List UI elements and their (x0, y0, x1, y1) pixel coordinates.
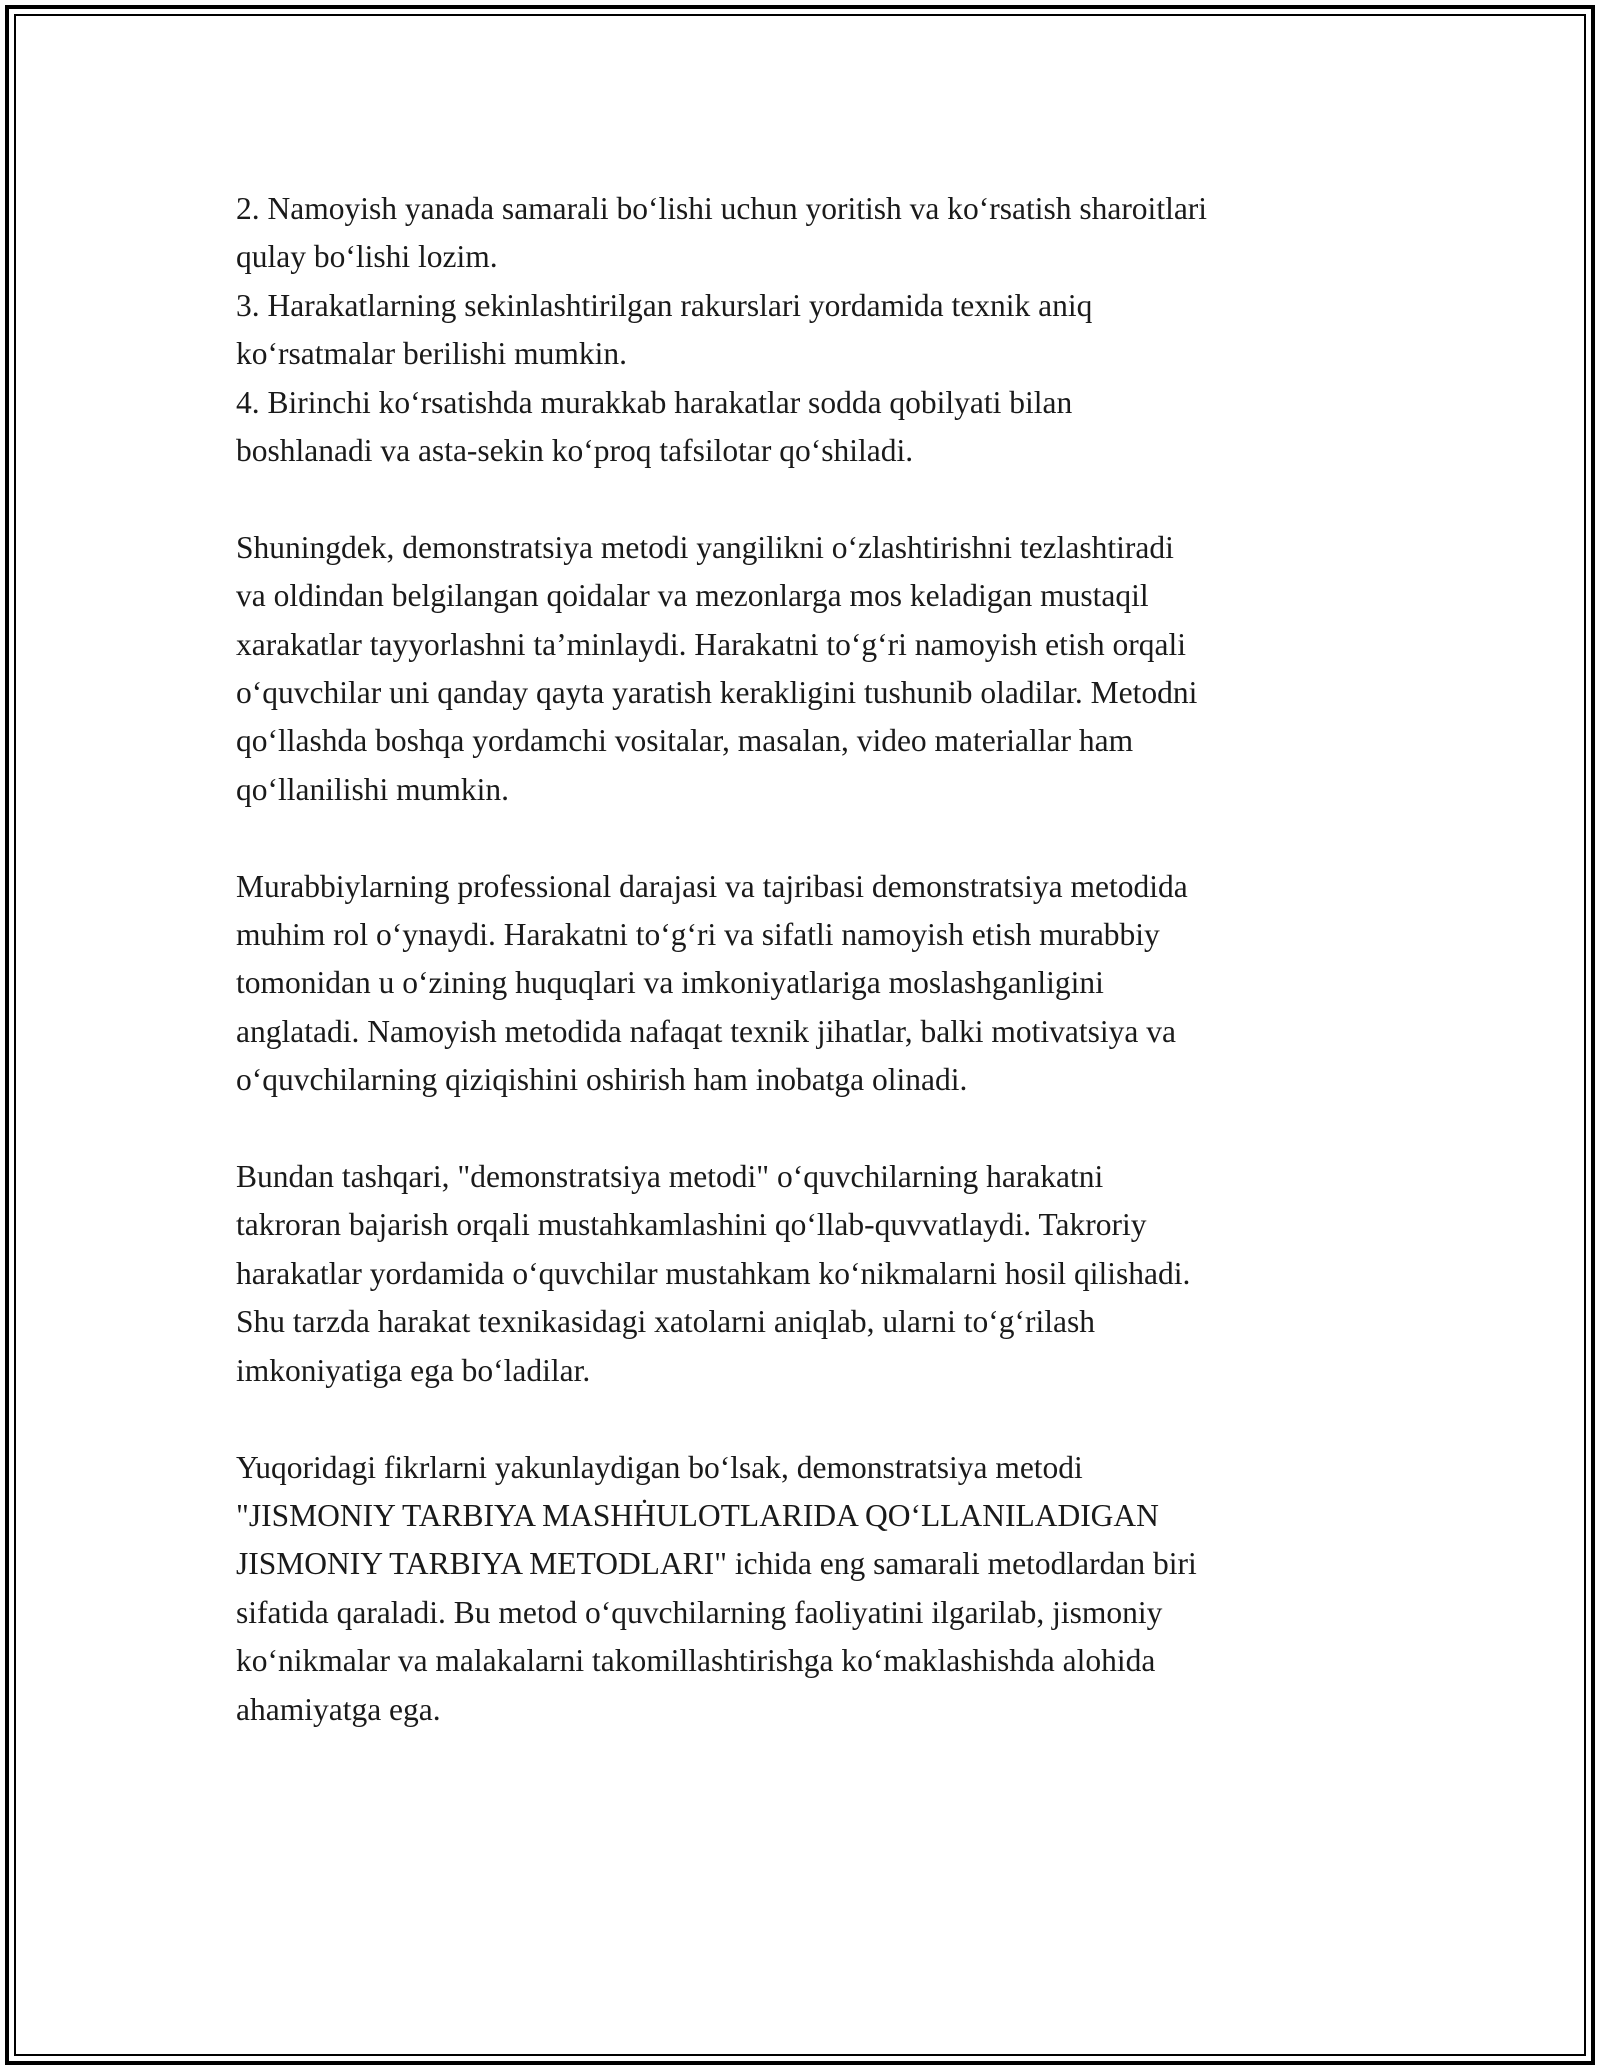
paragraph-repetition: Bundan tashqari, "demonstratsiya metodi" o‘quvchilarning harakatni takroran bajarish orqali mustahkamlashini qo‘llab-quvvatlaydi. Takroriy harakatlar yordamida o‘quvchilar mustahkam ko‘nikmalarni hosil qilishadi. Shu tarzda harakat texnikasidagi xatolarni aniqlab, ularni to‘g‘rilash imkoniyatiga ega bo‘ladilar. (236, 1159, 1191, 1388)
document-body (236, 185, 1381, 1782)
paragraph-demonstration-speed: Shuningdek, demonstratsiya metodi yangilikni o‘zlashtirishni tezlashtiradi va oldindan belgilangan qoidalar va mezonlarga mos keladigan mustaqil xarakatlar tayyorlashni ta’minlaydi. Harakatni to‘g‘ri namoyish etish orqali o‘quvchilar uni qanday qayta yaratish kerakligini tushunib oladilar. Metodni qo‘llashda boshqa yordamchi vositalar, masalan, video materiallar ham qo‘llanilishi mumkin. (236, 529, 1198, 807)
list-item-4: 4. Birinchi ko‘rsatishda murakkab harakatlar sodda qobilyati bilan boshlanadi va asta-sekin ko‘proq tafsilotar qo‘shiladi. (236, 384, 1073, 469)
list-item-2: 2. Namoyish yanada samarali bo‘lishi uchun yoritish va ko‘rsatish sharoitlari qulay bo‘lishi lozim. (236, 191, 1208, 275)
paragraph-coach-role: Murabbiylarning professional darajasi va tajribasi demonstratsiya metodida muhim rol o‘ynaydi. Harakatni to‘g‘ri va sifatli namoyish etish murabbiy tomonidan u o‘zining huquqlari va imkoniyatlariga moslashganligini anglatadi. Namoyish metodida nafaqat texnik jihatlar, balki motivatsiya va o‘quvchilarning qiziqishini oshirish ham inobatga olinadi. (236, 868, 1188, 1098)
paragraph-conclusion: Yuqoridagi fikrlarni yakunlaydigan bo‘lsak, demonstratsiya metodi "JISMONIY TARBIYA MASHḢULOTLARIDA QO‘LLANILADIGAN JISMONIY TARBIYA METODLARI" ichida eng samarali metodlardan biri sifatida qaraladi. Bu metod o‘quvchilarning faoliyatini ilgarilab, jismoniy ko‘nikmalar va malakalarni takomillashtirishga ko‘maklashishda alohida ahamiyatga ega. (236, 1449, 1197, 1727)
list-item-3: 3. Harakatlarning sekinlashtirilgan rakurslari yordamida texnik aniq ko‘rsatmalar berilishi mumkin. (236, 287, 1093, 372)
